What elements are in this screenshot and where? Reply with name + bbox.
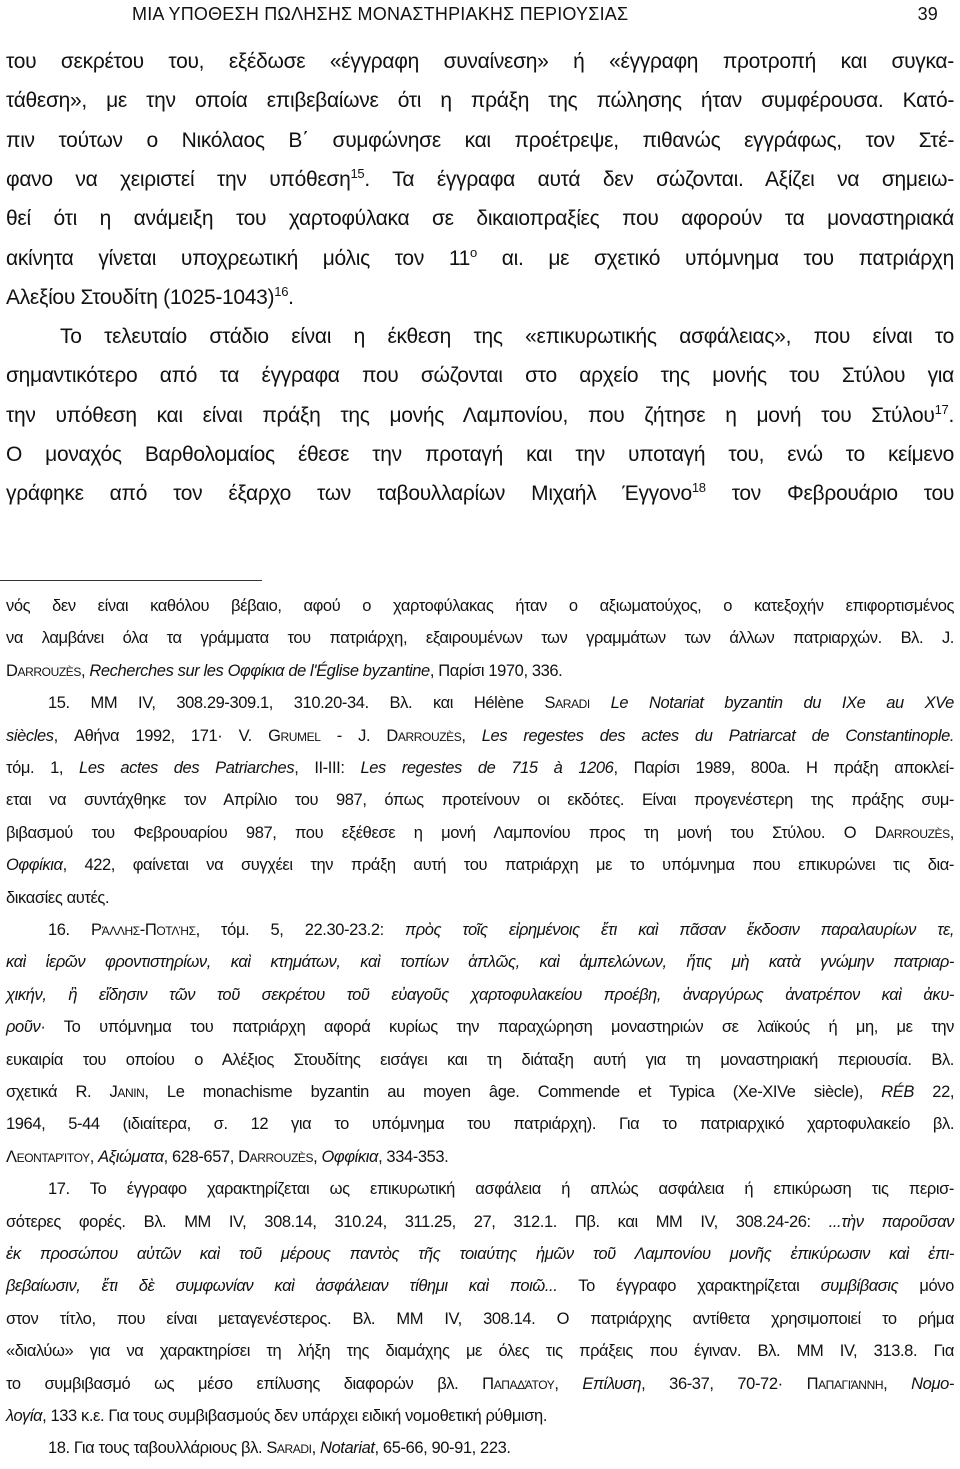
footnote-line [6,1407,954,1426]
footnote-ref: 16 [274,283,289,299]
text-run: σχετικά R. [6,1083,110,1101]
text-run: - J. [320,726,387,745]
text-run: 17. Το έγγραφο χαρακτηρίζεται ως επικυρωτική ασφάλεια ή απλώς ασφάλεια ή επικύρωση τις περισ- [48,1180,954,1199]
footnote-line-content [6,1342,954,1361]
author-name: Saradi [266,1439,312,1458]
body-line-content [6,482,954,506]
text-run: , Αθήνα 1992, 171· V. [53,726,269,745]
text-run: , [949,823,954,842]
italic-text: Recherches sur les Οφφίκια de l'Église byzantine [89,661,430,680]
text-run: «διαλύω» για να χαρακτηρίσει τη λήξη της διαμάχης με όλες τις πράξεις που έγιναν. Βλ. MM IV, 313.8. Για [6,1342,954,1361]
footnote-line-content [6,953,954,972]
footnote-line [6,1115,954,1134]
text-run: Το έγγραφο χαρακτηρίζεται [557,1277,821,1296]
text-run: . [948,403,955,427]
text-run: μόνο [898,1277,954,1296]
author-name: Darrouzès [238,1147,314,1166]
footnote-line-content [6,856,954,875]
body-line [6,443,954,467]
footnote-ref: 15 [350,165,365,181]
italic-text: RÉB [881,1083,914,1101]
text-run: , II-III: [294,759,361,777]
footnote-separator [0,580,262,581]
italic-text: συμβίβασις [820,1277,899,1296]
footnote-line-content [6,1245,954,1264]
footnote-line-content [6,1051,954,1070]
footnote-line-content [6,791,954,810]
author-name: Darrouzès [6,661,81,680]
text-run: βιβασμού του Φεβρουαρίου 987, που εξέθεσε η μονή Λαμπονίου προς τη μονή του Στύλου. Ο [6,823,875,842]
text-run: το συμβιβασμό ως μέσο επίλυσης διαφορών βλ. [6,1374,483,1393]
italic-text: ροῦν [6,1018,41,1037]
body-line-content [6,244,954,271]
author-name: Λεονταρίτου [6,1147,90,1166]
footnote-line [6,856,954,875]
text-run: να λαμβάνει όλα τα γράμματα του πατριάρχη, εξαιρουμένων των γραμμάτων των άλλων πατριαρχών. Βλ. J. [6,629,954,648]
footnote-line [6,1148,954,1167]
author-name: Darrouzès [386,726,462,745]
footnote-line-content [6,759,954,778]
italic-text: λογία [6,1407,43,1425]
author-name: Darrouzès [874,823,950,842]
italic-text: ἐκ προσώπου αὐτῶν καὶ τοῦ μέρους παντὸς τῆς τοιαύτης ἡμῶν τοῦ Λαμπονίου μονῆς ἐπικύρωσιν καὶ ἐπι- [6,1245,955,1263]
footnote-line [6,1245,954,1264]
body-line [6,165,954,192]
text-run: 18. Για τους ταβουλλάριους βλ. [48,1439,267,1458]
text-run: , Le monachisme byzantin au moyen âge. Commende et Typica (Xe-XIVe siècle), [144,1083,882,1101]
italic-text: βεβαίωσιν, ἔτι δὲ συμφωνίαν καὶ ἀσφάλειαν τίθημι καὶ ποιῶ... [6,1277,558,1296]
italic-text: Notariat [319,1439,375,1458]
footnote-line [6,1342,954,1361]
body-line-content [6,283,294,310]
text-run: , [554,1374,583,1393]
body-line-content [6,401,955,428]
footnote-ref: 17 [934,401,949,417]
footnote-line-content [6,1213,954,1232]
text-run: , [311,1439,320,1458]
body-line [6,207,954,231]
text-run: 15. MM IV, 308.29-309.1, 310.20-34. Βλ. και Hélène [48,694,545,713]
running-header-title: ΜΙΑ ΥΠΟΘΕΣΗ ΠΩΛΗΣΗΣ ΜΟΝΑΣΤΗΡΙΑΚΗΣ ΠΕΡΙΟΥΣΙΑΣ [132,4,629,24]
text-run: . Τα έγγραφα αυτά δεν σώζονται. Αξίζει να σημειω- [364,167,954,191]
text-run: , 422, φαίνεται να συγχέει την πράξη αυτή του πατριάρχη με το υπόμνημα που επικυρώνει τις δια- [62,856,954,875]
footnote-ref: ο [470,244,477,260]
text-run: εται να συντάχθηκε τον Απρίλιο του 987, όπως προτείνουν οι εκδότες. Είναι προγενέστερη της πράξης συμ- [6,791,955,810]
body-line-content [6,207,954,231]
text-run: νός δεν είναι καθόλου βέβαιο, αφού ο χαρτοφύλακας ήταν ο αξιωματούχος, ο κατεξοχήν επιφορτισμένος [6,597,955,615]
italic-text: siècles [6,726,54,745]
footnote-line-content [6,1277,954,1296]
text-run: , [81,661,90,680]
body-line [6,401,955,428]
footnote-line-content [6,986,954,1005]
footnote-line-content [6,662,562,681]
text-run: Ο μοναχός Βαρθολομαίος έθεσε την προταγή και την υποταγή του, ενώ το κείμενο [6,443,955,466]
author-name: Παπαδάτου [482,1374,555,1393]
footnote-line-content [48,921,954,940]
body-line [6,244,954,271]
text-run: , Παρίσι 1970, 336. [429,661,563,680]
footnote-line [48,1439,954,1458]
italic-text: Le Notariat byzantin du IXe au XVe [610,694,954,713]
text-run: γράφηκε από τον έξαρχο των ταβουλλαρίων Μιχαήλ Έγγονο [6,482,692,506]
footnote-line-content [6,597,954,616]
text-run: , τόμ. 5, 22.30-23.2: [195,921,406,939]
footnote-line-content [48,694,954,713]
footnote-line-content [6,1115,954,1134]
text-run: Αλεξίου Στουδίτη (1025-1043) [6,285,275,309]
text-run: τάθεση», με την οποία επιβεβαίωνε ότι η πράξη της πώλησης ήταν συμφέρουσα. Κατό- [6,89,955,113]
body-line-content [6,364,954,388]
page-number: 39 [917,4,938,24]
italic-text: χικήν, ἢ εἴδησιν τῶν τοῦ σεκρέτου τοῦ εὐαγοῦς χαρτοφυλακείου προέβη, ἀναργύρως ἀνατρέπον καὶ ἀκυ- [6,985,954,1004]
text-run: του σεκρέτου του, εξέδωσε «έγγραφη συναίνεση» ή «έγγραφη προτροπή και συγκα- [6,50,954,73]
italic-text: Νομο- [911,1374,954,1393]
text-run: αι. με σχετικό υπόμνημα του πατριάρχη [476,246,954,270]
footnote-line [6,597,954,616]
author-name: Saradi [544,694,590,713]
footnote-line [48,921,954,940]
footnote-line-content [48,1180,954,1199]
footnote-line [6,629,954,648]
body-line [6,89,954,113]
footnote-line [6,1277,954,1296]
body-line [6,129,954,153]
text-run: , [461,726,482,745]
italic-text: πρὸς τοῖς εἰρημένοις ἔτι καὶ πᾶσαν ἔκδοσιν παραλαυρίων τε, [405,921,955,939]
footnote-line [6,1051,954,1070]
body-line-content [6,89,954,113]
body-line-content [6,165,954,192]
footnote-line-content [6,1083,954,1102]
text-run [590,694,611,712]
text-run: θεί ότι η ανάμειξη του χαρτοφύλακα σε δικαιοπραξίες που αφορούν τα μοναστηριακά [6,207,955,231]
text-run: , [89,1147,99,1166]
text-run: 22, [913,1083,955,1101]
text-run: , 628-657, [163,1147,239,1166]
footnote-ref: 18 [691,480,706,496]
italic-text: Οφφίκια [6,856,63,875]
author-name: Παπαγιάννη [806,1374,884,1393]
italic-text: Επίλυση [582,1374,642,1393]
text-run: , [883,1374,912,1393]
footnote-line-content [6,629,954,648]
italic-text: Les regestes des actes du Patriarcat de Constantinople. [481,726,955,745]
footnote-line-content [48,1439,511,1458]
italic-text: καὶ ἱερῶν φροντιστηρίων, καὶ κτημάτων, καὶ τοπίων ἁπλῶς, καὶ ἀμπελώνων, ἥτις μὴ κατὰ γνώμην πατριαρ- [6,953,955,972]
text-run: 1964, 5-44 (ιδιαίτερα, σ. 12 για το υπόμνημα του πατριάρχη). Για το πατριαρχικό χαρτοφυλακείο βλ. [6,1115,955,1134]
footnote-line [6,727,954,746]
italic-text: Les actes des Patriarches [79,759,295,777]
author-name: Janin [109,1083,145,1101]
footnote-line-content [6,889,109,908]
footnote-line-content [6,1310,954,1329]
footnote-line-content [6,824,954,843]
footnote-line [6,662,954,681]
footnote-line [6,824,954,843]
footnote-line [6,953,954,972]
body-line [6,50,954,74]
italic-text: Αξιώματα [98,1147,164,1166]
footnote-line [48,694,954,713]
italic-text: Οφφίκια [321,1147,379,1166]
text-run: , 334-353. [378,1147,449,1166]
footnote-line [6,1375,954,1394]
footnote-line [6,1213,954,1232]
author-name: Grumel [268,726,321,745]
body-line-content [6,129,954,153]
text-run: τον Φεβρουάριο του [705,482,955,506]
footnote-line [6,1083,954,1102]
body-line [6,283,954,310]
text-run: σότερες φορές. Βλ. MM IV, 308.14, 310.24, 311.25, 27, 312.1. Πβ. και MM IV, 308.24-26: [6,1212,829,1231]
text-run: , 36-37, 70-72· [641,1374,807,1393]
text-run: πιν τούτων ο Νικόλαος Β΄ συμφώνησε και προέτρεψε, πιθανώς εγγράφως, τον Στέ- [6,128,955,152]
body-line [6,364,954,388]
text-run: . [288,285,294,309]
body-line-content [6,443,954,467]
footnote-line [6,1018,954,1037]
body-line-content [6,50,954,74]
text-run: στον τίτλο, που είναι μεταγενέστερος. Βλ. MM IV, 308.14. Ο πατριάρχης αντίθετα χρησιμοποιεί το ρήμα [6,1309,954,1328]
text-run: σημαντικότερο από τα έγγραφα που σώζονται στο αρχείο της μονής του Στύλου για [6,364,955,388]
text-run: , 65-66, 90-91, 223. [374,1439,511,1458]
text-run: τόμ. 1, [6,759,80,777]
text-run: ευκαιρία του οποίου ο Αλέξιος Στουδίτης εισάγει και τη διάταξη αυτή για τη μοναστηριακή περιουσία. Βλ. [6,1050,954,1069]
body-line [6,482,954,506]
text-run: · Το υπόμνημα του πατριάρχη αφορά κυρίως την παραχώρηση μοναστηριών σε λαϊκούς ή μη, με την [40,1018,954,1037]
text-run: , Παρίσι 1989, 800a. Η πράξη αποκλεί- [613,759,954,777]
italic-text: Les regestes de 715 à 1206 [360,759,614,777]
footnote-line [6,759,954,778]
body-line [60,325,954,349]
text-run: φανο να χειριστεί την υπόθεση [6,167,351,191]
text-run: ακίνητα γίνεται υποχρεωτική μόλις τον 11 [6,246,471,270]
footnote-line-content [6,1407,547,1426]
footnote-line [6,889,954,908]
text-run: Το τελευταίο στάδιο είναι η έκθεση της «επικυρωτικής ασφάλειας», που είναι το [60,325,954,349]
footnote-line-content [6,1018,954,1037]
footnote-line [6,1310,954,1329]
footnote-line-content [6,727,954,746]
text-run: , 133 κ.ε. Για τους συμβιβασμούς δεν υπάρχει ειδική νομοθετική ρύθμιση. [42,1407,548,1425]
body-line-content [60,325,954,349]
text-run: 16. [48,921,91,939]
italic-text: ...τὴν παροῦσαν [828,1212,954,1231]
footnote-line [6,791,954,810]
footnote-line [48,1180,954,1199]
footnote-line-content [6,1375,954,1394]
author-name: Ράλλης-Ποτλής [91,921,196,939]
text-run: , [313,1147,322,1166]
footnote-line-content [6,1148,448,1167]
text-run: δικασίες αυτές. [6,888,110,907]
text-run: την υπόθεση και είναι πράξη της μονής Λαμπονίου, που ζήτησε η μονή του Στύλου [6,403,935,427]
footnote-line [6,986,954,1005]
